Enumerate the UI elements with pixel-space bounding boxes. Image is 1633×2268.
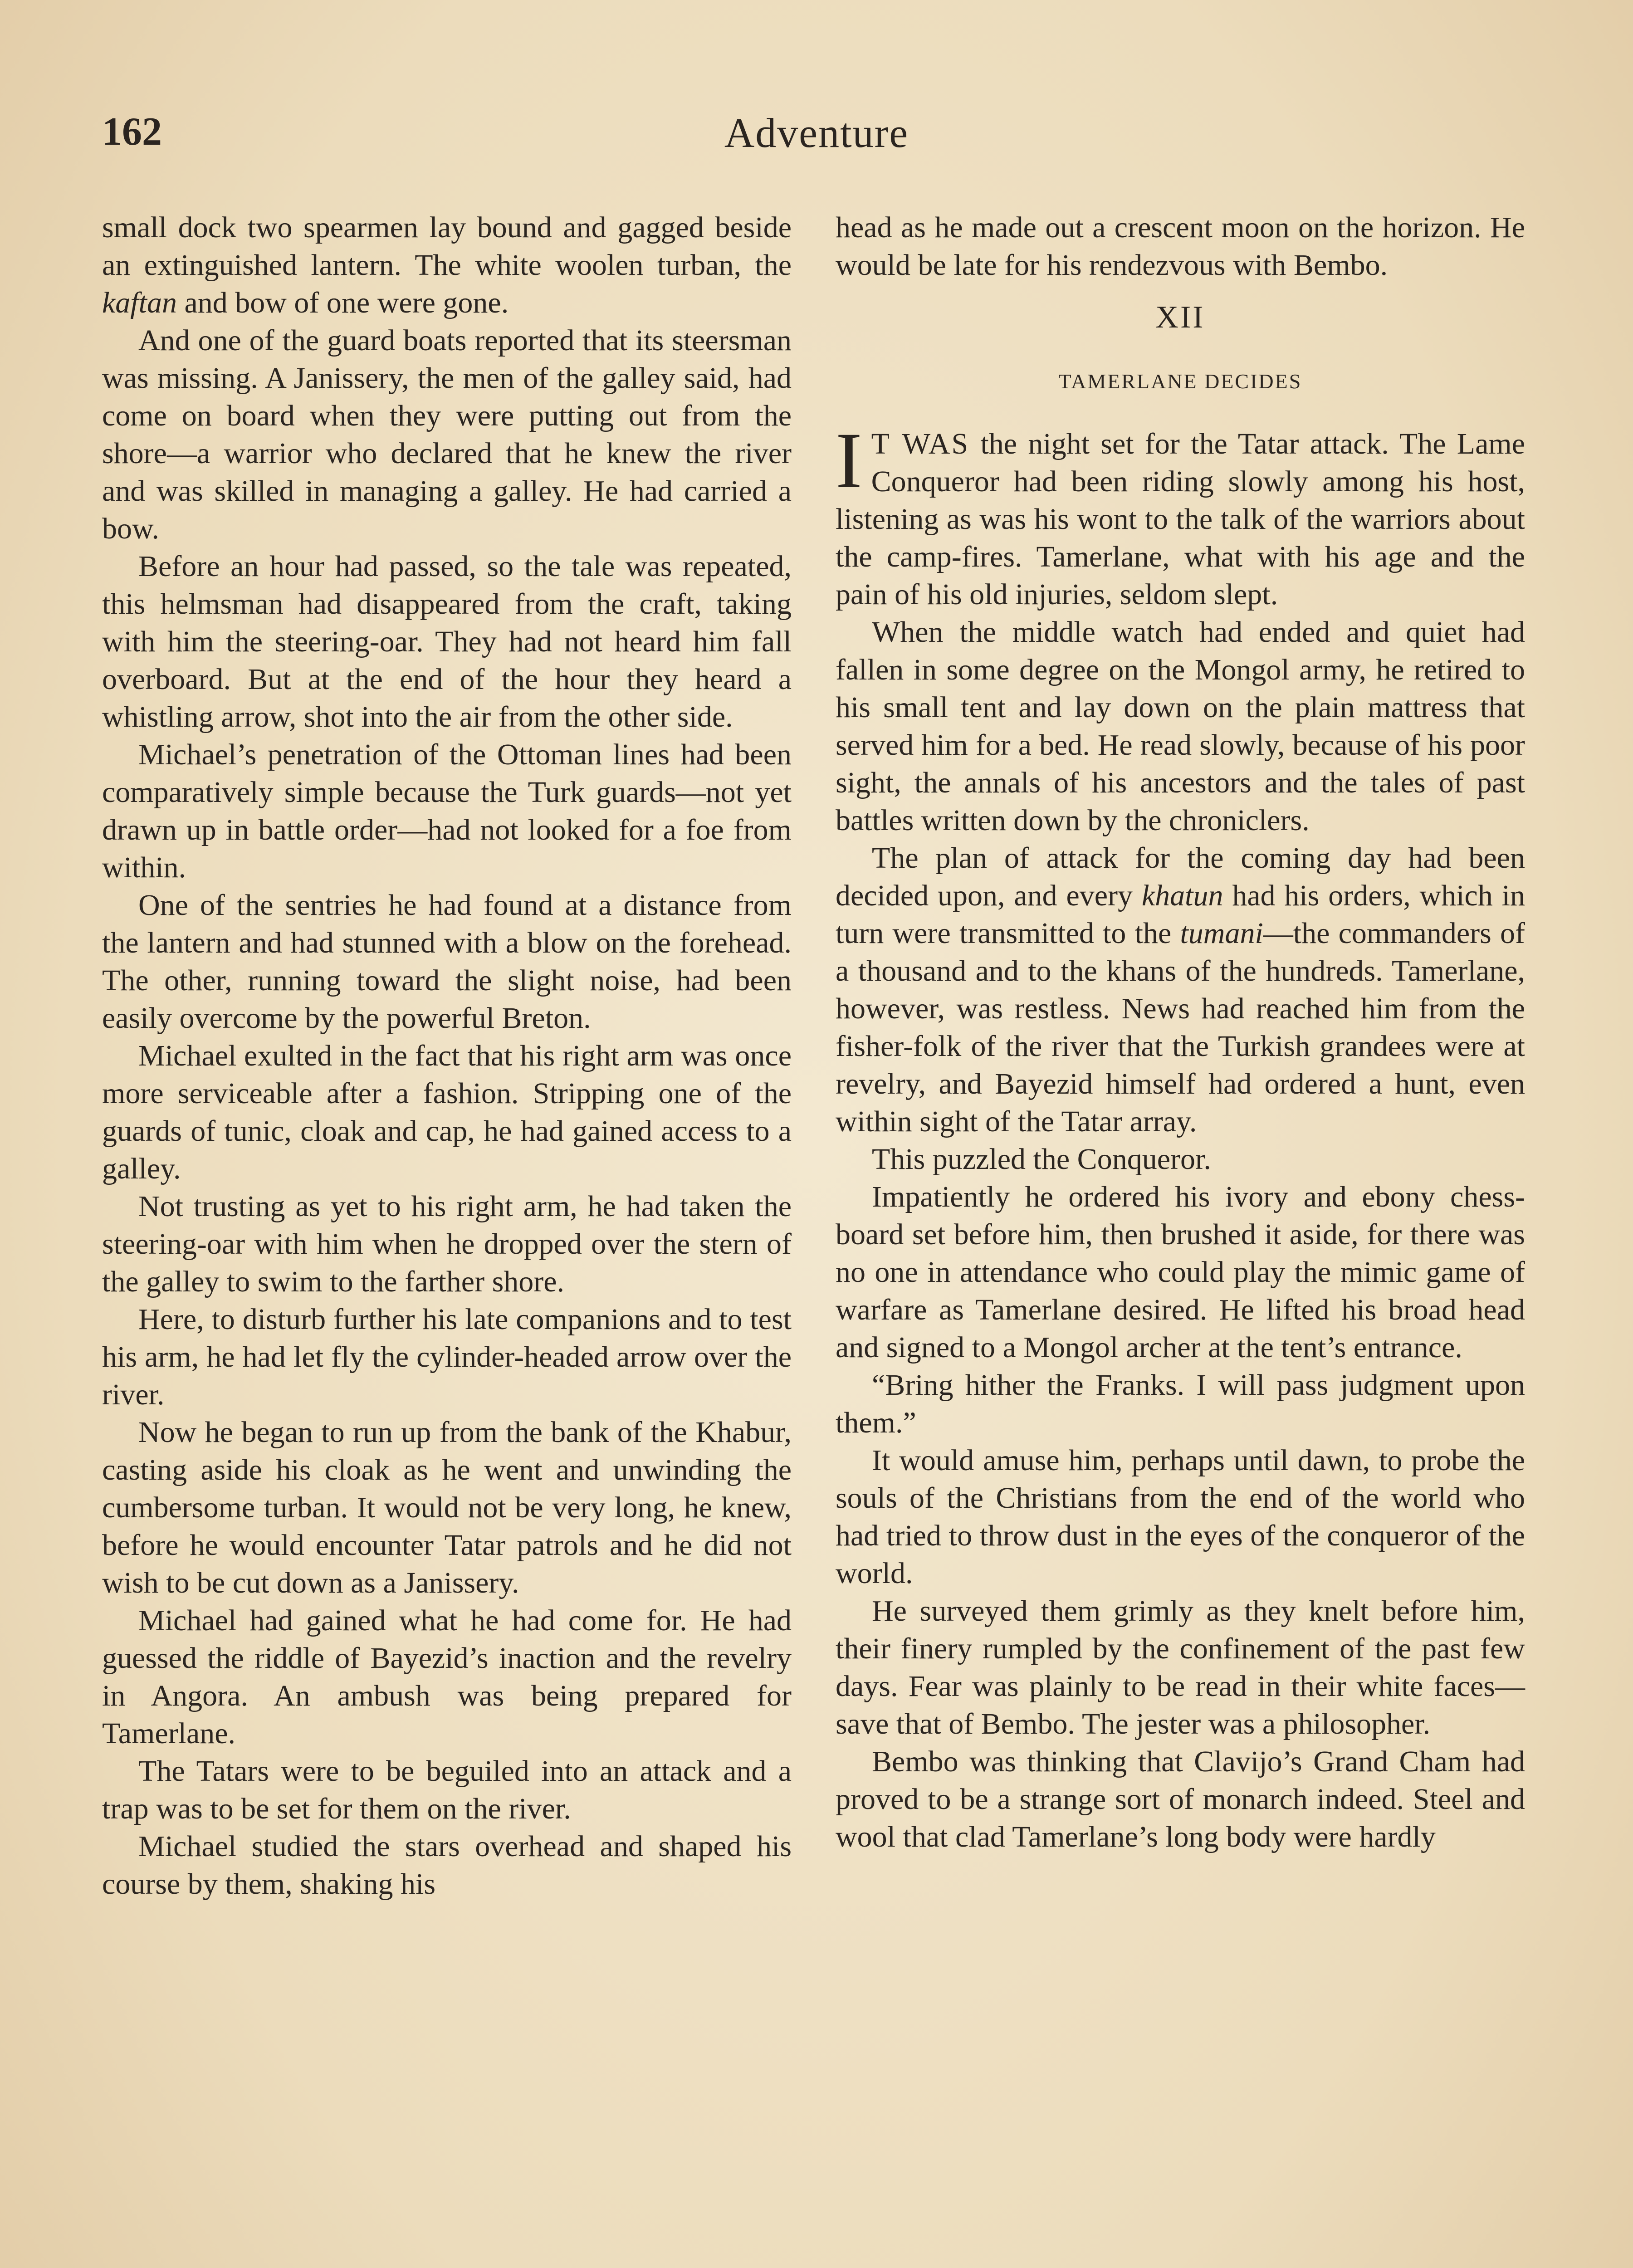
chapter-number: XII [1155, 300, 1205, 335]
paragraph: “Bring hither the Franks. I will pass judgment upon them.” [836, 1369, 1525, 1439]
paragraph: Now he began to run up from the bank of the Khabur, casting aside his cloak as he went and unwinding the cumbersome turban. It would not be very long, he knew, before he would encounter Tatar patrols and he did not wish to be cut down as a Janissery. [102, 1416, 792, 1599]
paragraph: He surveyed them grimly as they knelt before him, their finery rumpled by the confinement of the past few days. Fear was plainly to be read in their white faces—save that of Bembo. The jester was a philosopher. [836, 1594, 1525, 1740]
paragraph: Michael exulted in the fact that his right arm was once more serviceable after a fashion. Stripping one of the guards of tunic, cloak and cap, he had gained access to a galley. [102, 1039, 792, 1185]
page-number: 162 [102, 110, 162, 154]
page-header [102, 109, 1531, 168]
paragraph-continuation: head as he made out a crescent moon on the horizon. He would be late for his rendezvous with Bembo. [836, 211, 1525, 282]
left-column [102, 209, 792, 1903]
chapter-opening-paragraph: I T WAS the night set for the Tatar attack. The Lame Conqueror had been riding slowly among his host, listening as was his wont to the talk of the warriors about the camp-fires. Tamerlane, what with his age and the pain of his old injuries, seldom slept. [836, 416, 1525, 611]
paragraph: This puzzled the Conqueror. [872, 1143, 1211, 1176]
drop-cap: I [836, 416, 862, 505]
running-title: Adventure [724, 110, 909, 156]
paragraph: Before an hour had passed, so the tale was repeated, this helmsman had disappeared from the craft, taking with him the steering-oar. They had not heard him fall overboard. But at the end of the hour they heard a whistling arrow, shot into the air from the other side. [102, 550, 792, 733]
paragraph: The Tatars were to be beguiled into an attack and a trap was to be set for them on the river. [102, 1755, 792, 1825]
paragraph-continuation: small dock two spearmen lay bound and gagged beside an extinguished lantern. The white woolen turban, the kaftan and bow of one were gone. [102, 211, 792, 319]
paragraph: Here, to disturb further his late companions and to test his arm, he had let fly the cylinder-headed arrow over the river. [102, 1303, 792, 1411]
small-caps-lead: T WAS [871, 427, 970, 460]
paragraph: It would amuse him, perhaps until dawn, to probe the souls of the Christians from the end of the world who had tried to throw dust in the eyes of the conqueror of the world. [836, 1444, 1525, 1590]
paragraph: Michael had gained what he had come for. He had guessed the riddle of Bayezid’s inaction and the revelry in Angora. An ambush was being prepared for Tamerlane. [102, 1604, 792, 1750]
chapter-title: TAMERLANE DECIDES [1058, 370, 1302, 393]
paragraph: Bembo was thinking that Clavijo’s Grand Cham had proved to be a strange sort of monarch indeed. Steel and wool that clad Tamerlane’s long body were hardly [836, 1745, 1525, 1853]
paragraph: Impatiently he ordered his ivory and ebony chess-board set before him, then brushed it aside, for there was no one in attendance who could play the mimic game of warfare as Tamerlane desired. He lifted his broad head and signed to a Mongol archer at the tent’s entrance. [836, 1180, 1525, 1364]
paragraph: The plan of attack for the coming day had been decided upon, and every khatun had his orders, which in turn were transmitted to the tumani—the commanders of a thousand and to the khans of the hundreds. Tamerlane, however, was restless. News had reached him from the fisher-folk of the river that the Turkish grandees were at revelry, and Bayezid himself had ordered a hunt, even within sight of the Tatar array. [836, 841, 1525, 1138]
paragraph: Michael studied the stars overhead and shaped his course by them, shaking his [102, 1830, 792, 1901]
paragraph: Not trusting as yet to his right arm, he had taken the steering-oar with him when he dropped over the stern of the galley to swim to the farther shore. [102, 1190, 792, 1298]
right-column [836, 209, 1525, 1856]
paragraph: Michael’s penetration of the Ottoman lines had been comparatively simple because the Turk guards—not yet drawn up in battle order—had not looked for a foe from within. [102, 738, 792, 884]
paragraph: And one of the guard boats reported that its steersman was missing. A Janissery, the men of the galley said, had come on board when they were putting out from the shore—a warrior who declared that he knew the river and was skilled in managing a galley. He had carried a bow. [102, 324, 792, 545]
paragraph: One of the sentries he had found at a distance from the lantern and had stunned with a blow on the forehead. The other, running toward the slight noise, had been easily overcome by the powerful Breton. [102, 889, 792, 1035]
paragraph: When the middle watch had ended and quiet had fallen in some degree on the Mongol army, he retired to his small tent and lay down on the plain mattress that served him for a bed. He read slowly, because of his poor sight, the annals of his ancestors and the tales of past battles written down by the chroniclers. [836, 616, 1525, 837]
